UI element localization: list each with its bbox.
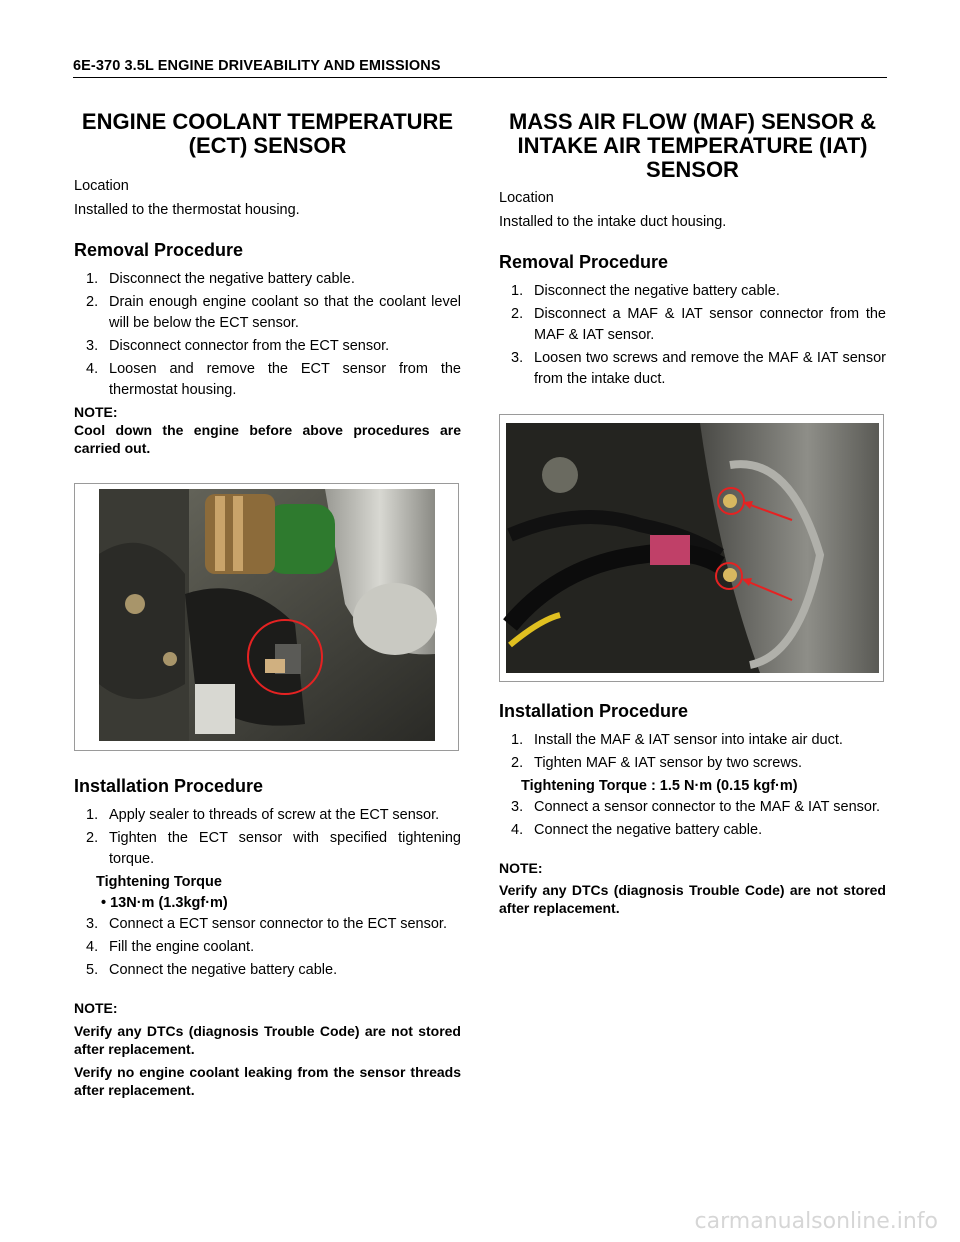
ect-section-title: ENGINE COOLANT TEMPERATURE (ECT) SENSOR (81, 109, 454, 158)
maf-sensor-photo (499, 414, 884, 682)
ect-note1-label: NOTE: (74, 404, 118, 420)
right-column (499, 110, 886, 917)
maf-installation-heading: Installation Procedure (499, 701, 689, 721)
watermark: carmanualsonline.info (694, 1209, 938, 1234)
ect-install-list-b (74, 914, 461, 981)
list-item: 3. Connect a sensor connector to the MAF & IAT sensor. (511, 799, 881, 815)
list-item: 1. Install the MAF & IAT sensor into intake air duct. (511, 732, 843, 748)
maf-location-text: Installed to the intake duct housing. (499, 214, 727, 230)
list-item: 3. Disconnect connector from the ECT sensor. (86, 338, 390, 354)
maf-note-label: NOTE: (499, 860, 543, 876)
ect-location-text: Installed to the thermostat housing. (74, 202, 300, 218)
maf-removal-heading: Removal Procedure (499, 252, 669, 272)
maf-section-title: MASS AIR FLOW (MAF) SENSOR & INTAKE AIR TEMPERATURE (IAT) SENSOR (508, 109, 877, 182)
list-item: 5. Connect the negative battery cable. (86, 962, 338, 978)
list-item: 1. Disconnect the negative battery cable. (86, 271, 355, 287)
ect-removal-heading: Removal Procedure (74, 240, 244, 260)
list-item: 4. Loosen and remove the ECT sensor from the thermostat housing. (86, 361, 461, 398)
ect-install-list-a (74, 805, 461, 870)
maf-removal-list (499, 281, 886, 390)
maf-location-label: Location (499, 190, 554, 206)
ect-torque-label: Tightening Torque (96, 874, 222, 890)
ect-note2-label: NOTE: (74, 1000, 118, 1016)
ect-location-label: Location (74, 178, 129, 194)
maf-torque-line: Tightening Torque : 1.5 N·m (0.15 kgf·m) (521, 778, 798, 794)
list-item: 3. Connect a ECT sensor connector to the ECT sensor. (86, 916, 447, 932)
list-item: 3. Loosen two screws and remove the MAF & IAT sensor from the intake duct. (511, 350, 886, 387)
list-item: 2. Tighten MAF & IAT sensor by two screws. (511, 755, 803, 771)
ect-engine-illustration (75, 484, 458, 750)
maf-install-list-b (499, 797, 886, 841)
ect-sensor-photo (74, 483, 459, 751)
list-item: 4. Fill the engine coolant. (86, 939, 255, 955)
ect-torque-value: • 13N·m (1.3kgf·m) (101, 895, 228, 911)
ect-removal-list (74, 269, 461, 401)
maf-install-list-a (499, 730, 886, 774)
ect-note2-text-2: Verify no engine coolant leaking from the sensor threads after replacement. (74, 1064, 461, 1098)
maf-engine-illustration (500, 415, 883, 681)
list-item: 4. Connect the negative battery cable. (511, 822, 763, 838)
ect-note2-text-1: Verify any DTCs (diagnosis Trouble Code) are not stored after replacement. (74, 1023, 461, 1057)
list-item: 2. Disconnect a MAF & IAT sensor connector from the MAF & IAT sensor. (511, 306, 886, 343)
ect-note1-text: Cool down the engine before above procedures are carried out. (74, 422, 461, 456)
list-item: 1. Disconnect the negative battery cable. (511, 283, 780, 299)
left-column (74, 110, 461, 1099)
page-header: 6E-370 3.5L ENGINE DRIVEABILITY AND EMISSIONS (73, 58, 887, 78)
list-item: 2. Tighten the ECT sensor with specified tightening torque. (86, 830, 461, 867)
list-item: 2. Drain enough engine coolant so that the coolant level will be below the ECT sensor. (86, 294, 461, 331)
ect-installation-heading: Installation Procedure (74, 776, 264, 796)
maf-note-text: Verify any DTCs (diagnosis Trouble Code) are not stored after replacement. (499, 882, 886, 916)
list-item: 1. Apply sealer to threads of screw at the ECT sensor. (86, 807, 440, 823)
